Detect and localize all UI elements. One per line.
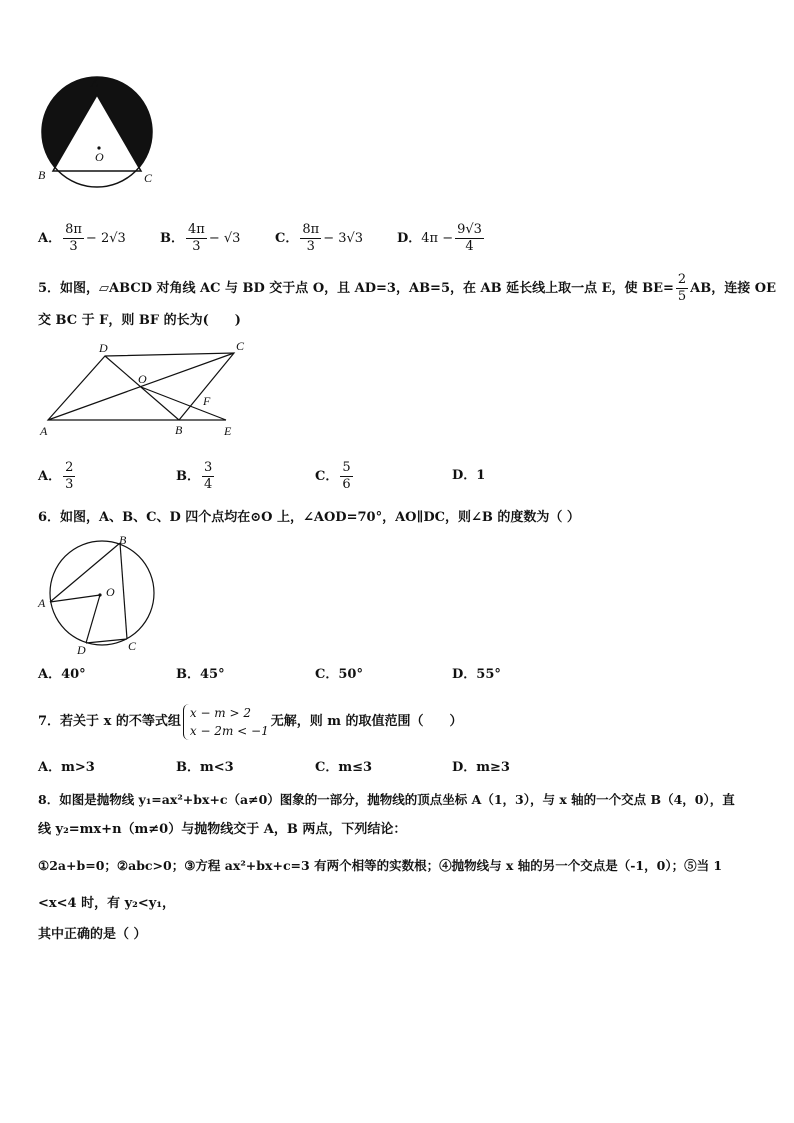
q6-label-C: C xyxy=(128,639,137,653)
q4-label-A: A xyxy=(91,76,99,90)
q6-center-dot xyxy=(98,593,101,596)
q5-label-A: A xyxy=(40,424,48,438)
q5-label-E: E xyxy=(224,424,232,438)
q6-stem: 6．如图，A、B、C、D 四个点均在⊙O 上，∠AOD=70°，AO∥DC，则∠B 的度数为（ ） xyxy=(38,510,580,525)
q7-stem: 7．若关于 x 的不等式组 x − m > 2 x − 2m < −1 无解，则 m 的取值范围（ ） xyxy=(38,705,463,738)
q5-label-F: F xyxy=(203,394,211,408)
q4-option-c: C． $\frac{8\pi}{3}$ − 3√3 xyxy=(275,222,364,254)
q6-option-c: C．50° xyxy=(315,667,363,682)
q5-label-B: B xyxy=(175,423,183,437)
q5-option-c: C． $\frac{5}{6}$ xyxy=(315,460,351,492)
q6-line-BC xyxy=(120,543,127,639)
q6-option-a: A．40° xyxy=(38,667,86,682)
q6-option-d: D．55° xyxy=(452,667,501,682)
q8-stem-line2: 线 y₂=mx+n（m≠0）与抛物线交于 A，B 两点，下列结论： xyxy=(38,822,407,837)
q7-option-b: B．m<3 xyxy=(176,760,234,775)
q5-option-d: D．1 xyxy=(452,468,486,483)
q6-label-O: O xyxy=(106,585,115,599)
q5-stem-line2: 交 BC 于 F，则 BF 的长为( ) xyxy=(38,313,241,328)
q5-stem-line1: 5．如图，▱ABCD 对角线 AC 与 BD 交于点 O，且 AD=3，AB=5，在 AB 延长线上取一点 E，使 BE= $\frac{2}{5}$ AB，连接 OE xyxy=(38,272,776,304)
q5-figure xyxy=(30,338,270,443)
q7-option-c: C．m≤3 xyxy=(315,760,373,775)
q7-inequality-system: x − m > 2 x − 2m < −1 xyxy=(183,704,269,740)
q4-option-a: A． $\frac{8\pi}{3}$ − 2√3 xyxy=(38,222,126,254)
q4-label-C: C xyxy=(144,171,153,185)
q4-label-B: B xyxy=(38,168,46,182)
q8-stem-line1: 8．如图是抛物线 y₁=ax²+bx+c（a≠0）图象的一部分，抛物线的顶点坐标 A（1，3），与 x 轴的一个交点 B（4，0），直 xyxy=(38,792,735,807)
q5-label-O: O xyxy=(138,372,147,386)
q6-label-A: A xyxy=(38,596,46,610)
q6-label-B: B xyxy=(119,533,127,547)
q5-label-D: D xyxy=(99,341,108,355)
q8-conclusions-line1: ①2a+b=0；②abc>0；③方程 ax²+bx+c=3 有两个相等的实数根；④抛物线与 x 轴的另一个交点是（-1，0）；⑤当 1 xyxy=(38,858,723,873)
q5-label-C: C xyxy=(236,339,245,353)
q7-option-d: D．m≥3 xyxy=(452,760,510,775)
q7-option-a: A．m>3 xyxy=(38,760,95,775)
q4-figure xyxy=(30,75,170,195)
q4-option-b: B． $\frac{4\pi}{3}$ − √3 xyxy=(160,222,241,254)
q6-option-b: B．45° xyxy=(176,667,225,682)
q6-label-D: D xyxy=(77,643,86,657)
q4-label-O: O xyxy=(95,150,104,164)
q6-figure xyxy=(30,533,160,658)
q5-option-a: A． $\frac{2}{3}$ xyxy=(38,460,74,492)
q5-option-b: B． $\frac{3}{4}$ xyxy=(176,460,213,492)
q6-circle xyxy=(50,541,154,645)
q6-line-OD xyxy=(86,595,100,643)
q8-conclusions-line2: <x<4 时，有 y₂<y₁， xyxy=(38,896,176,911)
q4-option-d: D．4π − $\frac{9√3}{4}$ xyxy=(397,222,482,254)
q8-question: 其中正确的是（ ） xyxy=(38,927,147,942)
